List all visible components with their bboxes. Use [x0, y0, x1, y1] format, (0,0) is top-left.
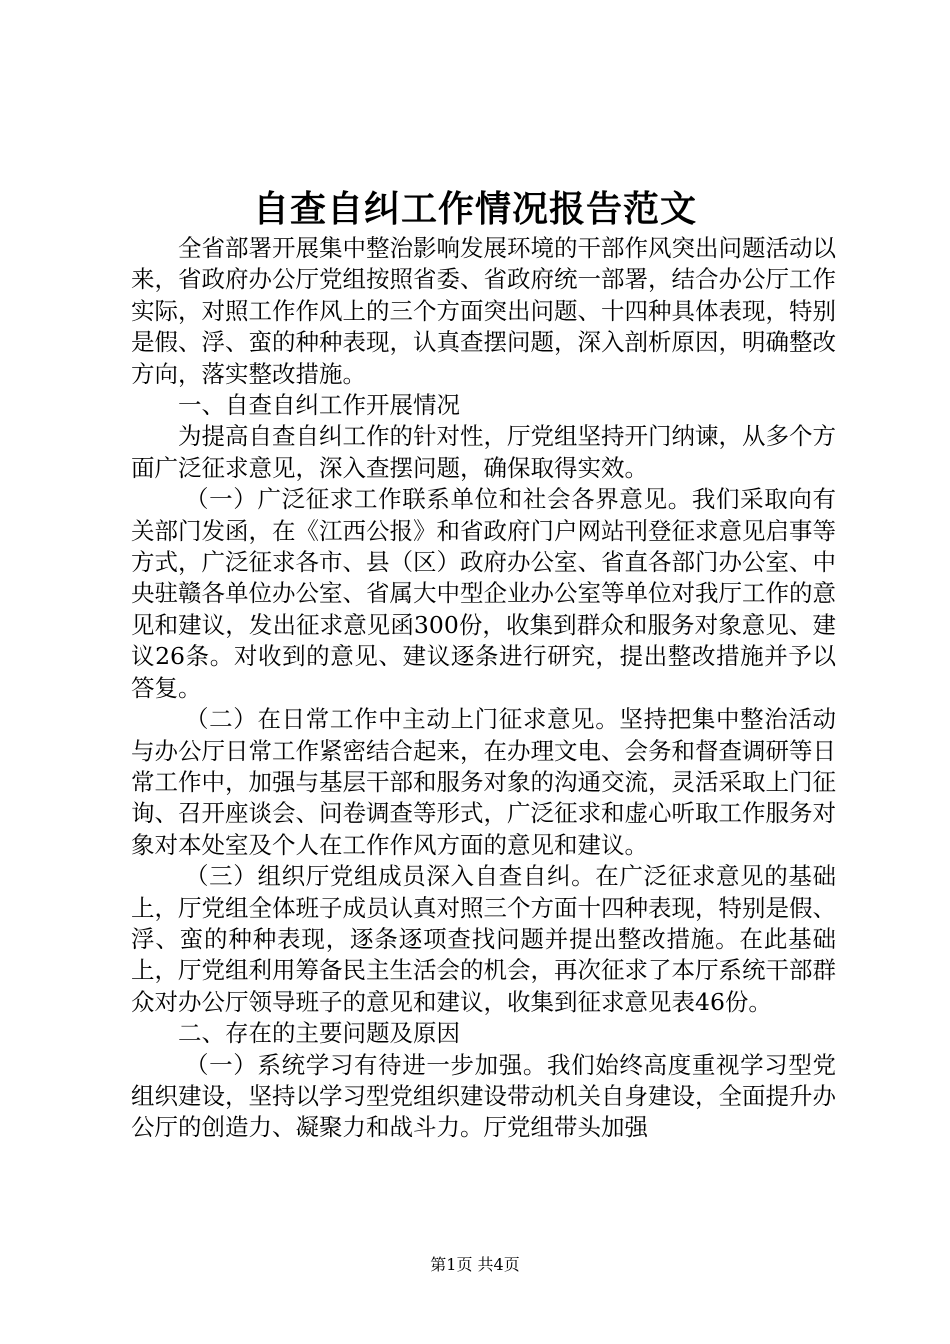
document-title: 自查自纠工作情况报告范文 [252, 188, 697, 230]
section-1-paragraph: 为提高自查自纠工作的针对性，厅党组坚持开门纳谏，从多个方面广泛征求意见，深入查摆问题，确保取得实效。 [131, 422, 836, 482]
intro-paragraph: 全省部署开展集中整治影响发展环境的干部作风突出问题活动以来，省政府办公厅党组按照省委、省政府统一部署，结合办公厅工作实际，对照工作作风上的三个方面突出问题、十四种具体表现，特别是假、浮、蛮的种种表现，认真查摆问题，深入剖析原因，明确整改方向，落实整改措施。 [131, 234, 836, 388]
page-number-footer: 第1页 共4页 [430, 1255, 520, 1274]
document-body [131, 233, 836, 1144]
subsection-1-2-paragraph: （二）在日常工作中主动上门征求意见。坚持把集中整治活动与办公厅日常工作紧密结合起来，在办理文电、会务和督查调研等日常工作中，加强与基层干部和服务对象的沟通交流，灵活采取上门征询、召开座谈会、问卷调查等形式，广泛征求和虚心听取工作服务对象对本处室及个人在工作作风方面的意见和建议。 [131, 705, 836, 859]
section-heading-1: 一、自查自纠工作开展情况 [178, 391, 460, 420]
subsection-1-3-paragraph: （三）组织厅党组成员深入自查自纠。在广泛征求意见的基础上，厅党组全体班子成员认真对照三个方面十四种表现，特别是假、浮、蛮的种种表现，逐条逐项查找问题并提出整改措施。在此基础上，厅党组利用筹备民主生活会的机会，再次征求了本厅系统干部群众对办公厅领导班子的意见和建议，收集到征求意见表46份。 [131, 862, 836, 1016]
subsection-2-1-paragraph: （一）系统学习有待进一步加强。我们始终高度重视学习型党组织建设，坚持以学习型党组织建设带动机关自身建设，全面提升办公厅的创造力、凝聚力和战斗力。厅党组带头加强 [131, 1050, 836, 1142]
subsection-1-1-paragraph: （一）广泛征求工作联系单位和社会各界意见。我们采取向有关部门发函，在《江西公报》和省政府门户网站刊登征求意见启事等方式，广泛征求各市、县（区）政府办公室、省直各部门办公室、中央驻赣各单位办公室、省属大中型企业办公室等单位对我厅工作的意见和建议，发出征求意见函300份，收集到群众和服务对象意见、建议26条。对收到的意见、建议逐条进行研究，提出整改措施并予以答复。 [131, 485, 836, 702]
section-heading-2: 二、存在的主要问题及原因 [178, 1019, 460, 1048]
